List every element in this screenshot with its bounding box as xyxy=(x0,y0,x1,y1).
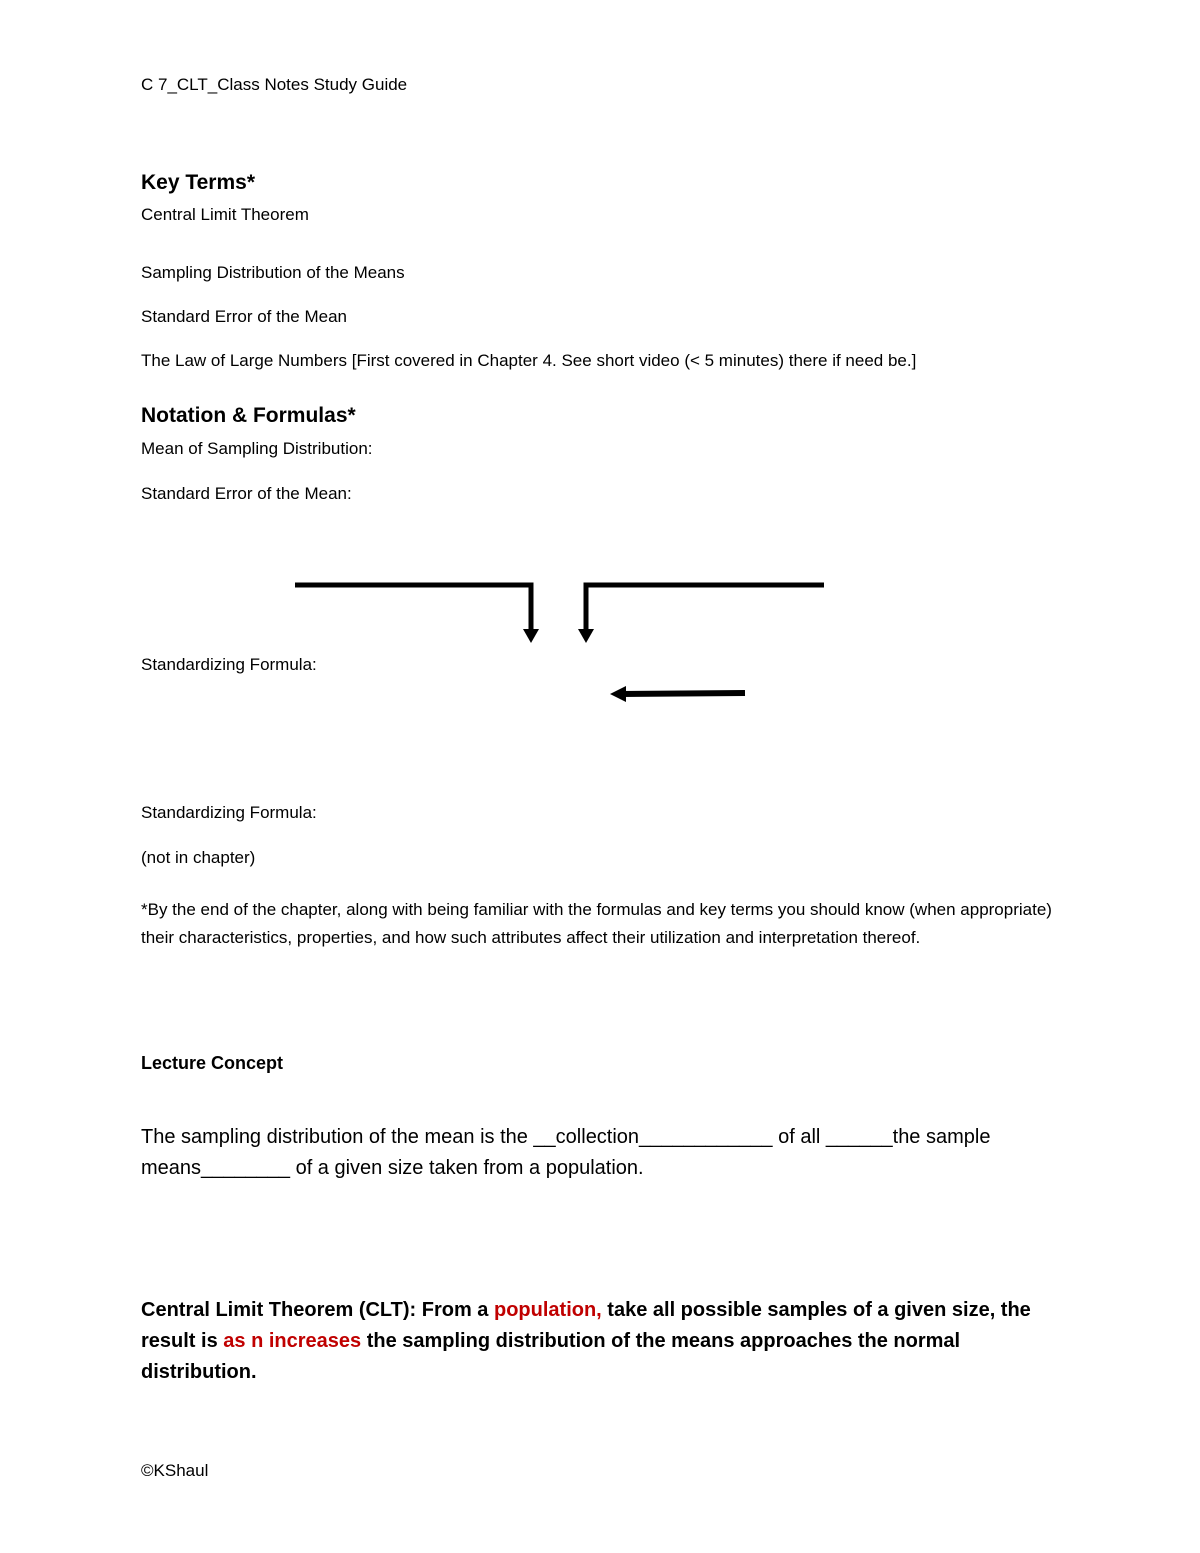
document-title: C 7_CLT_Class Notes Study Guide xyxy=(141,75,408,94)
down-arrowhead-left xyxy=(523,629,539,643)
left-arrowhead xyxy=(610,686,626,702)
lecture-sentence-line-2: means________ of a given size taken from a population. xyxy=(141,1157,644,1179)
clt-label: Central Limit Theorem (CLT): xyxy=(141,1299,417,1321)
right-bracket-arrow xyxy=(586,585,824,633)
standardizing-formula-label-2: Standardizing Formula: xyxy=(141,803,317,822)
mean-of-sampling-distribution-label: Mean of Sampling Distribution: xyxy=(141,439,373,458)
left-bracket-arrow xyxy=(295,585,531,633)
copyright-footer: ©KShaul xyxy=(141,1461,209,1480)
left-arrow-shaft xyxy=(622,693,745,694)
key-term-standard-error: Standard Error of the Mean xyxy=(141,307,348,326)
key-term-clt: Central Limit Theorem xyxy=(141,205,309,224)
clt-highlight-population: population, xyxy=(493,1299,602,1321)
clt-definition-paragraph xyxy=(141,1295,1071,1388)
key-term-law-of-large-numbers: The Law of Large Numbers [First covered in Chapter 4. See short video (< 5 minutes) there if need be.] xyxy=(141,351,917,370)
footnote-paragraph: *By the end of the chapter, along with being familiar with the formulas and key terms you should know (when appropriate) their characteristics, properties, and how such attributes affect their utilization and interpretation thereof. xyxy=(141,900,1052,947)
notation-heading: Notation & Formulas* xyxy=(141,404,356,427)
clt-text-3: the sampling distribution of the means approaches the normal distribution. xyxy=(141,1330,961,1383)
lecture-concept-heading: Lecture Concept xyxy=(141,1053,284,1073)
standardizing-formula-label-1: Standardizing Formula: xyxy=(141,655,317,674)
down-arrowhead-right xyxy=(578,629,594,643)
clt-text-1: From a xyxy=(416,1299,494,1321)
key-terms-heading: Key Terms* xyxy=(141,171,256,194)
clt-highlight-n-increases: as n increases xyxy=(223,1330,362,1352)
not-in-chapter-note: (not in chapter) xyxy=(141,848,256,867)
clt-text-2: take all possible samples of a given size, the result is xyxy=(141,1299,1031,1352)
standard-error-label: Standard Error of the Mean: xyxy=(141,484,352,503)
formula-arrows-diagram xyxy=(0,0,1200,760)
key-term-sampling-distribution: Sampling Distribution of the Means xyxy=(141,263,405,282)
lecture-sentence-line-1: The sampling distribution of the mean is the __collection____________ of all ______the sample xyxy=(141,1126,991,1148)
